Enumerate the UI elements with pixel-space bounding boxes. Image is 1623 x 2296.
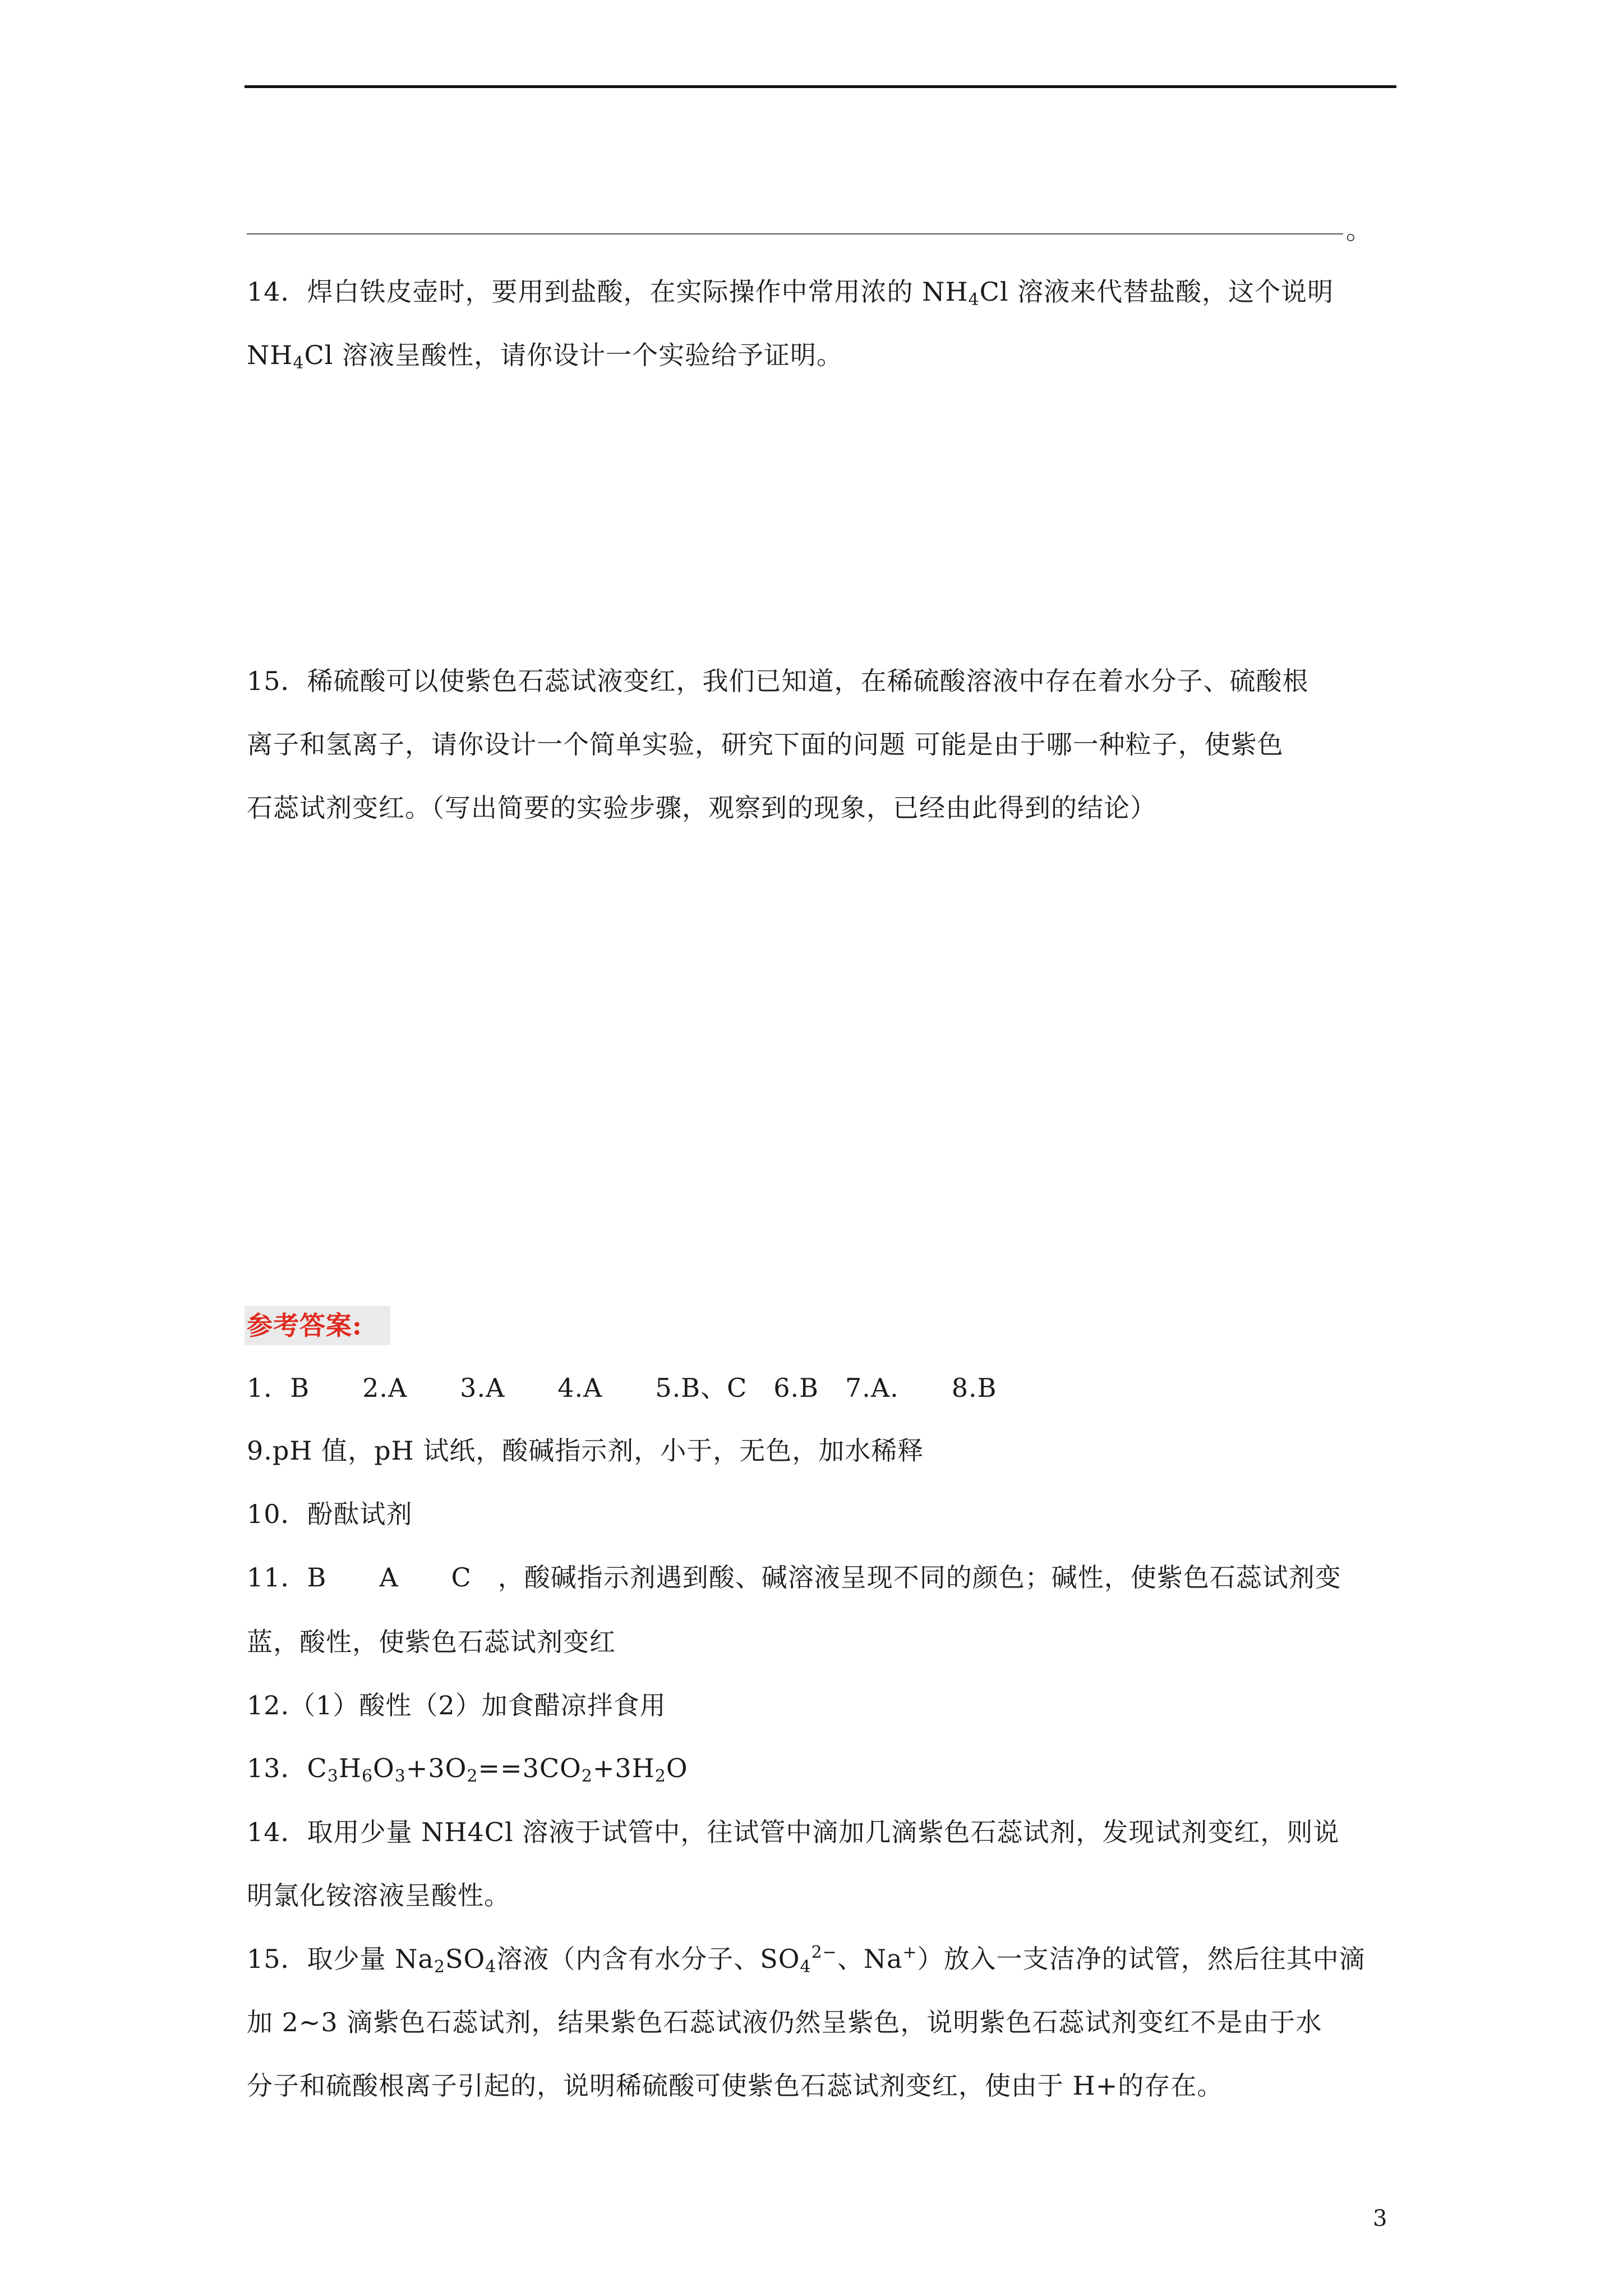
answer-10: 10．酚酞试剂 xyxy=(247,1499,413,1529)
question-14-line-1: 14．焊白铁皮壶时，要用到盐酸，在实际操作中常用浓的 $NH_4Cl$ 溶液来代替盐酸，这个说明 xyxy=(247,277,1334,310)
answer-13-equation: 13．$C_3H_6O_3+3O_2==3CO_2+3H_2O$ xyxy=(247,1753,688,1786)
blank-end-mark: 。 xyxy=(1346,215,1372,245)
page-number: 3 xyxy=(1373,2206,1387,2231)
answer-1-8: 1．B 2.A 3.A 4.A 5.B、C 6.B 7.A. 8.B xyxy=(247,1373,997,1403)
answer-9: 9.pH 值，pH 试纸，酸碱指示剂，小于，无色，加水稀释 xyxy=(247,1435,924,1466)
answer-15-line-2: 加 2~3 滴紫色石蕊试剂，结果紫色石蕊试液仍然呈紫色，说明紫色石蕊试剂变红不是由于水 xyxy=(247,2007,1322,2037)
answer-15-line-3: 分子和硫酸根离子引起的，说明稀硫酸可使紫色石蕊试剂变红，使由于 H+的存在。 xyxy=(247,2070,1224,2101)
answer-11-line-2: 蓝，酸性，使紫色石蕊试剂变红 xyxy=(247,1627,616,1657)
answer-key-title: 参考答案: xyxy=(245,1306,390,1345)
answer-14-line-2: 明氯化铵溶液呈酸性。 xyxy=(247,1880,510,1911)
question-15-line-1: 15．稀硫酸可以使紫色石蕊试液变红，我们已知道，在稀硫酸溶液中存在着水分子、硫酸根 xyxy=(247,666,1309,696)
question-14-line-2: $NH_4Cl$ 溶液呈酸性，请你设计一个实验给予证明。 xyxy=(247,340,843,373)
answer-12: 12.（1）酸性（2）加食醋凉拌食用 xyxy=(247,1690,666,1720)
answer-11-line-1: 11．B A C ，酸碱指示剂遇到酸、碱溶液呈现不同的颜色；碱性，使紫色石蕊试剂变 xyxy=(247,1562,1341,1593)
answer-15-line-1: 15．取少量 $Na_2SO_4$溶液（内含有水分子、$SO_4^{2-}$、Na+）放入一支洁净的试管，然后往其中滴 xyxy=(247,1943,1366,1977)
question-15-line-3: 石蕊试剂变红。（写出简要的实验步骤，观察到的现象，已经由此得到的结论） xyxy=(247,793,1156,823)
answer-blank-line xyxy=(247,233,1343,234)
answer-14-line-1: 14．取用少量 NH4Cl 溶液于试管中，往试管中滴加几滴紫色石蕊试剂，发现试剂变红，则说 xyxy=(247,1817,1340,1847)
header-rule xyxy=(245,85,1396,88)
question-15-line-2: 离子和氢离子，请你设计一个简单实验，研究下面的问题 可能是由于哪一种粒子，使紫色 xyxy=(247,729,1284,760)
